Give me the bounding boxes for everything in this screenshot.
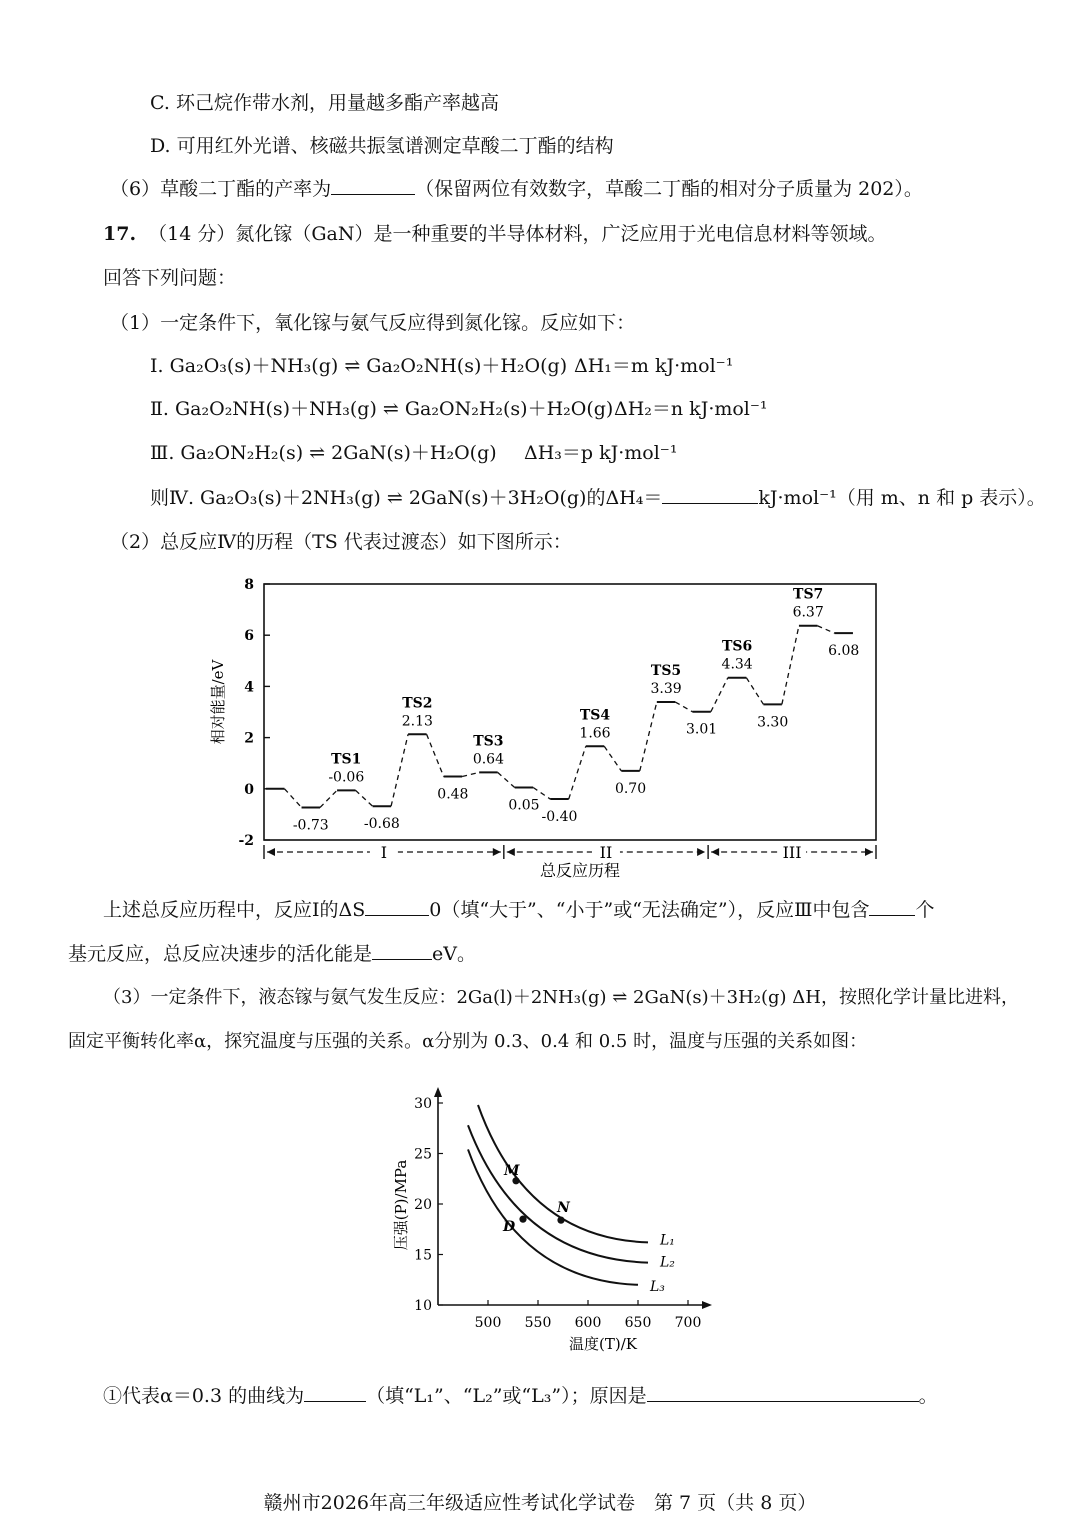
transition-state-label: TS7 xyxy=(793,586,824,603)
pathway-connector xyxy=(675,702,692,712)
energy-value-label: -0.73 xyxy=(292,817,329,834)
pt-curves xyxy=(468,1105,675,1295)
arrow-head xyxy=(434,1087,442,1097)
y-tick-label: 6 xyxy=(244,628,254,645)
energy-xlabel: 总反应历程 xyxy=(539,861,621,880)
reaction-2 xyxy=(150,396,768,422)
energy-value-label: 1.66 xyxy=(579,725,611,742)
pathway-connector xyxy=(356,790,373,806)
reaction-1-eq: Ⅰ. Ga₂O₃(s)＋NH₃(g) ⇌ Ga₂O₂NH(s)＋H₂O(g) xyxy=(150,355,568,377)
part1-intro: （1）一定条件下，氧化镓与氨气反应得到氮化镓。反应如下： xyxy=(110,312,636,334)
option-c: C. 环己烷作带水剂，用量越多酯产率越高 xyxy=(150,92,499,114)
part2-q-text-e: eV。 xyxy=(432,943,476,965)
part3-q-text-c: 。 xyxy=(918,1385,938,1407)
arrow-head xyxy=(702,1301,712,1309)
plot-border xyxy=(264,584,876,840)
question-number: 17. xyxy=(103,223,137,245)
part2-question-2 xyxy=(68,941,476,967)
part3-q-text-b: （填“L₁”、“L₂”或“L₃”）；原因是 xyxy=(366,1385,647,1407)
arrow-head xyxy=(697,848,705,856)
reaction-4 xyxy=(150,485,1046,511)
segment-label: II xyxy=(599,843,613,862)
energy-value-label: 3.01 xyxy=(686,721,718,738)
segment-label: I xyxy=(380,843,388,862)
energy-value-label: 6.08 xyxy=(828,643,860,660)
transition-state-label: TS1 xyxy=(331,751,362,768)
pathway-connector xyxy=(569,746,586,799)
energy-value-label: 0.64 xyxy=(472,751,505,768)
pathway-connector xyxy=(817,626,834,633)
curve-label: L₃ xyxy=(650,1278,665,1295)
arrow-head xyxy=(493,848,501,856)
answer-prompt: 回答下列问题： xyxy=(103,267,237,289)
y-tick-label: 10 xyxy=(414,1298,432,1314)
pathway-connector xyxy=(782,626,799,705)
energy-value-label: 0.05 xyxy=(508,797,540,814)
transition-state-label: TS2 xyxy=(402,695,433,712)
reaction-3 xyxy=(150,440,678,466)
energy-value-label: 2.13 xyxy=(401,713,433,730)
answer-blank[interactable] xyxy=(304,1383,366,1402)
energy-profile-chart xyxy=(205,572,905,882)
part2-q-text-c: 个 xyxy=(915,899,935,921)
option-d: D. 可用红外光谱、核磁共振氢谱测定草酸二丁酯的结构 xyxy=(150,135,614,157)
q17-heading xyxy=(103,221,887,247)
point-label: M xyxy=(504,1162,520,1179)
pathway-connector xyxy=(391,734,408,806)
y-tick-label: 25 xyxy=(414,1146,432,1163)
q16-part6 xyxy=(110,176,923,202)
x-tick-label: 600 xyxy=(574,1315,602,1331)
reaction-4-note: kJ·mol⁻¹（用 m、n 和 p 表示）。 xyxy=(758,487,1046,509)
transition-state-label: TS6 xyxy=(721,638,753,655)
curve-3 xyxy=(468,1149,638,1284)
pathway-connector xyxy=(320,790,337,807)
y-tick-label: 8 xyxy=(244,577,254,593)
part2-q-text-d: 基元反应，总反应决速步的活化能是 xyxy=(68,943,373,965)
pathway-connector xyxy=(640,702,657,771)
y-tick-label: 20 xyxy=(414,1197,432,1213)
reaction-2-dh: ΔH₂＝n kJ·mol⁻¹ xyxy=(614,398,768,420)
pathway-connector xyxy=(427,734,444,776)
answer-blank[interactable] xyxy=(372,941,432,960)
y-tick-label: 0 xyxy=(244,781,254,798)
energy-value-label: 4.34 xyxy=(721,656,753,673)
y-tick-label: 2 xyxy=(244,730,254,747)
pathway-connector xyxy=(746,678,763,705)
part2-q-text-b: 0（填“大于”、“小于”或“无法确定”），反应Ⅲ中包含 xyxy=(429,899,870,921)
curve-label: L₂ xyxy=(660,1254,675,1271)
energy-value-label: 6.37 xyxy=(792,604,824,621)
energy-value-label: 3.30 xyxy=(757,714,789,731)
part2-intro: （2）总反应Ⅳ的历程（TS 代表过渡态）如下图所示： xyxy=(110,531,572,553)
reaction-2-eq: Ⅱ. Ga₂O₂NH(s)＋NH₃(g) ⇌ Ga₂ON₂H₂(s)＋H₂O(g) xyxy=(150,398,614,420)
y-tick-label: 4 xyxy=(244,679,254,696)
reaction-1-dh: ΔH₁＝m kJ·mol⁻¹ xyxy=(574,355,734,377)
answer-blank[interactable] xyxy=(662,485,758,504)
part3-q-text-a: ①代表α＝0.3 的曲线为 xyxy=(103,1385,305,1407)
reaction-3-eq: Ⅲ. Ga₂ON₂H₂(s) ⇌ 2GaN(s)＋H₂O(g) xyxy=(150,442,497,464)
x-tick-label: 500 xyxy=(474,1315,502,1331)
answer-blank[interactable] xyxy=(331,176,415,195)
arrow-head xyxy=(711,848,719,856)
y-tick-label: 30 xyxy=(414,1096,432,1112)
energy-value-label: 0.48 xyxy=(437,786,469,803)
transition-state-label: TS5 xyxy=(650,663,682,680)
answer-blank[interactable] xyxy=(647,1383,919,1402)
answer-blank[interactable] xyxy=(365,897,429,916)
x-tick-label: 650 xyxy=(624,1315,652,1331)
point-label: D xyxy=(503,1219,516,1236)
energy-value-label: 3.39 xyxy=(650,681,682,698)
y-tick-label: 15 xyxy=(414,1247,432,1264)
x-tick-label: 550 xyxy=(524,1315,552,1331)
part3-question xyxy=(103,1383,938,1409)
part2-q-text-a: 上述总反应历程中，反应Ⅰ的ΔS xyxy=(103,899,366,921)
arrow-head xyxy=(267,848,275,856)
q16-part6-text: （6）草酸二丁酯的产率为 xyxy=(110,178,332,200)
pathway-connector xyxy=(498,772,515,787)
data-point xyxy=(519,1216,526,1223)
x-tick-label: 700 xyxy=(674,1315,702,1331)
energy-levels xyxy=(266,587,859,834)
reaction-4-eq: 则Ⅳ. Ga₂O₃(s)＋2NH₃(g) ⇌ 2GaN(s)＋3H₂O(g)的ΔH₄＝ xyxy=(150,487,663,509)
part3-line-2: 固定平衡转化率α，探究温度与压强的关系。α分别为 0.3、0.4 和 0.5 时，温度与压强的关系如图： xyxy=(68,1031,868,1052)
curve-label: L₁ xyxy=(660,1232,675,1249)
energy-value-label: -0.06 xyxy=(328,769,365,786)
part3-line-1: （3）一定条件下，液态镓与氨气发生反应：2Ga(l)＋2NH₃(g) ⇌ 2GaN(s)＋3H₂(g) ΔH，按照化学计量比进料， xyxy=(103,987,1019,1008)
reaction-segments xyxy=(264,842,876,862)
energy-value-label: -0.68 xyxy=(363,816,400,833)
data-point xyxy=(557,1217,564,1224)
energy-ylabel: 相对能量/eV xyxy=(209,659,227,745)
y-tick-label: -2 xyxy=(238,833,254,849)
point-label: N xyxy=(557,1200,570,1217)
reaction-1 xyxy=(150,353,734,379)
reaction-3-dh: ΔH₃＝p kJ·mol⁻¹ xyxy=(524,442,678,464)
arrow-head xyxy=(865,848,873,856)
pathway-connector xyxy=(462,772,479,776)
pressure-temperature-chart xyxy=(388,1085,728,1365)
part2-question-1 xyxy=(103,897,934,923)
y-axis xyxy=(238,577,270,849)
plot-frame xyxy=(264,584,876,840)
arrow-head xyxy=(507,848,515,856)
transition-state-label: TS3 xyxy=(473,733,504,750)
transition-state-label: TS4 xyxy=(579,707,611,724)
pt-xlabel: 温度(T)/K xyxy=(569,1335,637,1353)
energy-value-label: 0.70 xyxy=(614,780,647,797)
page-footer: 赣州市2026年高三年级适应性考试化学试卷 第 7 页（共 8 页） xyxy=(263,1492,817,1514)
pathway-connector xyxy=(711,678,728,712)
energy-value-label: -0.40 xyxy=(541,809,578,826)
pathway-connector xyxy=(604,746,621,771)
answer-blank[interactable] xyxy=(869,897,915,916)
q17-intro: （14 分）氮化镓（GaN）是一种重要的半导体材料，广泛应用于光电信息材料等领域。 xyxy=(148,223,887,245)
segment-label: III xyxy=(782,843,802,862)
q16-part6-note: （保留两位有效数字，草酸二丁酯的相对分子质量为 202）。 xyxy=(415,178,923,200)
pathway-connector xyxy=(284,789,301,808)
pt-ylabel: 压强(P)/MPa xyxy=(392,1159,410,1251)
